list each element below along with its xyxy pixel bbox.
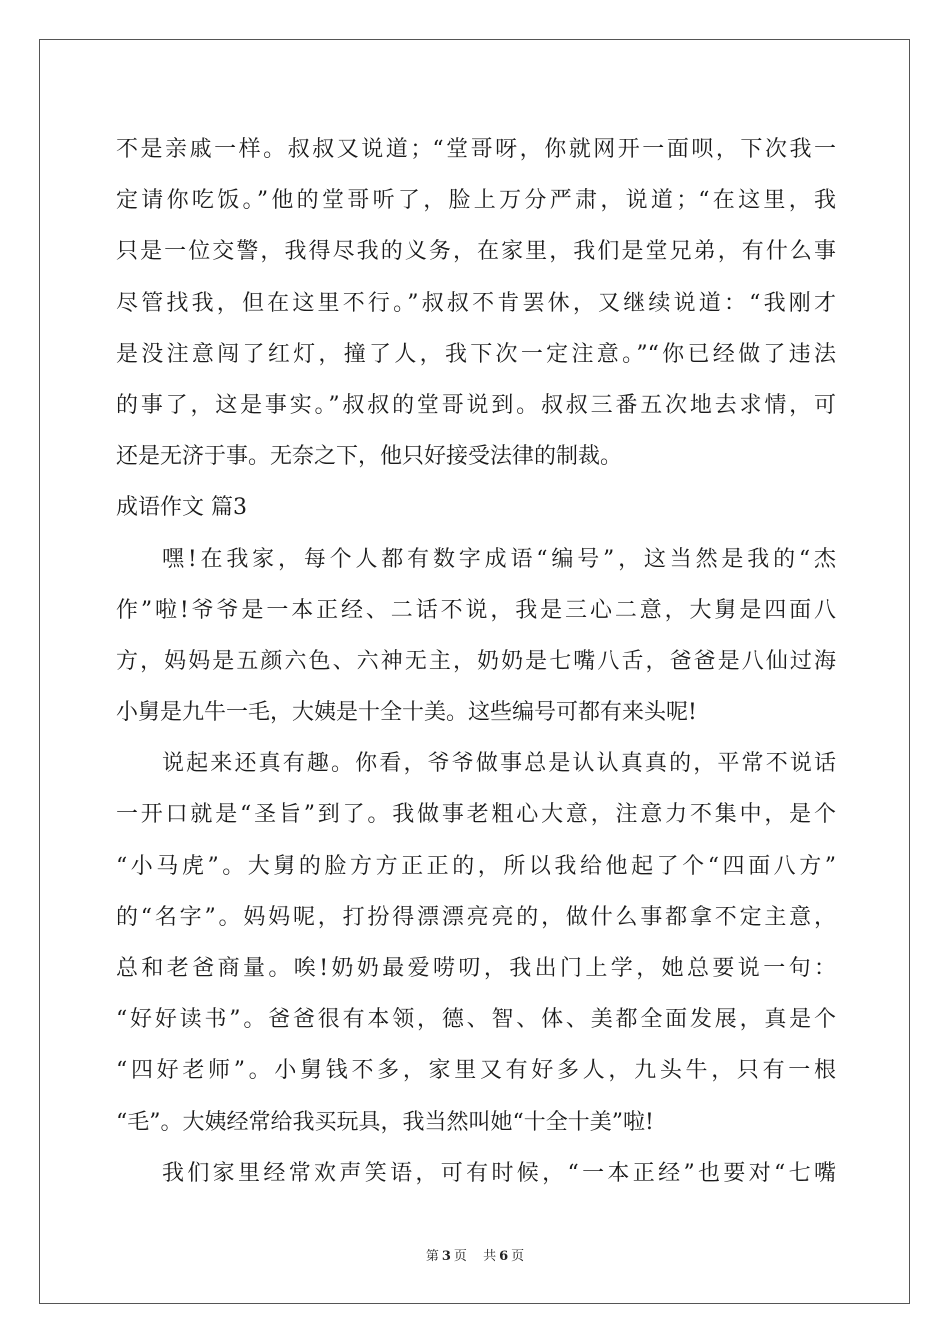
paragraph-line: 的“名字”。妈妈呢，打扮得漂漂亮亮的，做什么事都拿不定主意， [116, 904, 836, 930]
paragraph-line: 我们家里经常欢声笑语，可有时候，“一本正经”也要对“七嘴 [162, 1160, 836, 1186]
text-line: 定请你吃饭。”他的堂哥听了，脸上万分严肃，说道；“在这里，我 [116, 188, 836, 214]
paragraph-line: 作”啦!爷爷是一本正经、二话不说，我是三心二意，大舅是四面八 [116, 597, 836, 623]
text-line: 只是一位交警，我得尽我的义务，在家里，我们是堂兄弟，有什么事 [116, 239, 836, 265]
paragraph-line: “四好老师”。小舅钱不多，家里又有好多人，九头牛，只有一根 [116, 1058, 836, 1084]
total-suffix: 页 [511, 1249, 525, 1264]
total-prefix: 共 [483, 1249, 497, 1264]
page-prefix: 第 [425, 1249, 439, 1264]
paragraph-line: 总和老爸商量。唉!奶奶最爱唠叨，我出门上学，她总要说一句： [116, 956, 836, 981]
total-pages: 6 [499, 1249, 509, 1264]
paragraph-line: 嘿!在我家，每个人都有数字成语“编号”，这当然是我的“杰 [162, 546, 836, 572]
text-line: 是没注意闯了红灯，撞了人，我下次一定注意。”“你已经做了违法 [116, 341, 836, 367]
document-body [116, 124, 836, 1199]
text-line: 不是亲戚一样。叔叔又说道；“堂哥呀，你就网开一面呗，下次我一 [116, 137, 836, 162]
text-line: 还是无济于事。无奈之下，他只好接受法律的制裁。 [116, 444, 623, 470]
text-line: 的事了，这是事实。”叔叔的堂哥说到。叔叔三番五次地去求情，可 [116, 392, 836, 418]
paragraph-line: 说起来还真有趣。你看，爷爷做事总是认认真真的，平常不说话 [162, 751, 836, 777]
total-indicator [480, 1249, 527, 1264]
section-heading: 成语作文 篇3 [116, 495, 247, 521]
paragraph-line: 一开口就是“圣旨”到了。我做事老粗心大意，注意力不集中，是个 [116, 802, 836, 828]
page-suffix: 页 [453, 1249, 467, 1264]
paragraph-line: “毛”。大姨经常给我买玩具，我当然叫她“十全十美”啦! [116, 1109, 654, 1135]
paragraph-line: 小舅是九牛一毛，大姨是十全十美。这些编号可都有来头呢! [116, 700, 697, 726]
page-number: 3 [441, 1249, 451, 1264]
page-indicator [423, 1249, 470, 1264]
paragraph-line: “好好读书”。爸爸很有本领，德、智、体、美都全面发展，真是个 [116, 1007, 836, 1033]
paragraph-line: 方，妈妈是五颜六色、六神无主，奶奶是七嘴八舌，爸爸是八仙过海 [116, 648, 836, 674]
paragraph-line: “小马虎”。大舅的脸方方正正的，所以我给他起了个“四面八方” [116, 853, 836, 879]
page-footer [0, 1245, 950, 1264]
text-line: 尽管找我，但在这里不行。”叔叔不肯罢休，又继续说道：“我刚才 [116, 290, 836, 316]
